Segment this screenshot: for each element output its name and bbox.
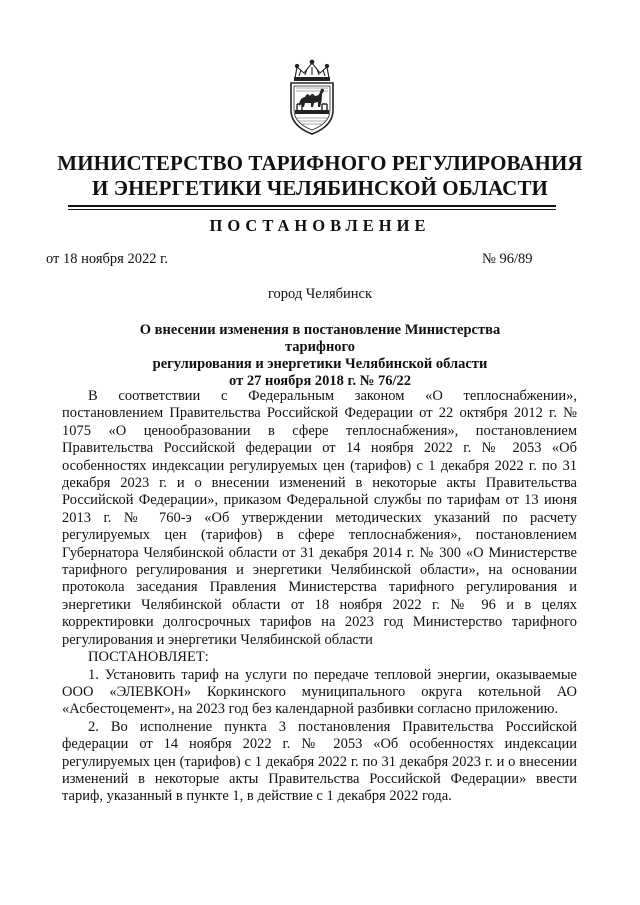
coat-of-arms-icon <box>281 58 343 136</box>
subject-line: О внесении изменения в постановление Министерства тарифного <box>139 322 501 355</box>
subject-line: от 27 ноября 2018 г. № 76/22 <box>229 373 411 389</box>
document-city: город Челябинск <box>267 286 373 302</box>
document-number: № 96/89 <box>482 251 533 267</box>
ministry-name-line-1: МИНИСТЕРСТВО ТАРИФНОГО РЕГУЛИРОВАНИЯ <box>57 151 583 175</box>
document-date: от 18 ноября 2022 г. <box>46 251 169 267</box>
document-body <box>62 388 577 806</box>
document-type-heading: ПОСТАНОВЛЕНИЕ <box>209 216 431 235</box>
header-divider-thick <box>68 205 556 207</box>
header-divider-thin <box>68 209 556 210</box>
preamble-paragraph: В соответствии с Федеральным законом «О теплоснабжении», постановлением Правительства Российской Федерации от 22 октября 2012 г. № 1075 «О ценообразовании в сфере теплоснабжения», постановлением Правительства Российской федерации от 14 ноября 2022 г. № 2053 «Об особенностях индексации регулируемых цен (тарифов) с 1 декабря 2022 г. по 31 декабря 2023 г. и о внесении изменений в некоторые акты Правительства Российской Федерации», приказом Федеральной службы по тарифам от 13 июня 2013 г. № 760-э «Об утверждении методических указаний по расчету регулируемых цен (тарифов) в сфере теплоснабжения», постановлением Губернатора Челябинской области от 31 декабря 2014 г. № 300 «О Министерстве тарифного регулирования и энергетики Челябинской области», на основании протокола заседания Правления Министерства тарифного регулирования и энергетики Челябинской области от 18 ноября 2022 г. № 96 и в целях корректировки долгосрочных тарифов на 2023 год Министерство тарифного регулирования и энергетики Челябинской области <box>62 388 577 648</box>
ministry-name-line-2: И ЭНЕРГЕТИКИ ЧЕЛЯБИНСКОЙ ОБЛАСТИ <box>92 176 548 200</box>
document-subject <box>110 322 530 390</box>
subject-line: регулирования и энергетики Челябинской области <box>152 356 488 372</box>
resolves-heading: ПОСТАНОВЛЯЕТ: <box>88 649 209 666</box>
resolution-item-1: 1. Установить тариф на услуги по передаче тепловой энергии, оказываемые ООО «ЭЛЕВКОН» Коркинского муниципального округа котельной АО «Асбестоцемент», на 2023 год без календарной разбивки согласно приложению. <box>62 666 577 718</box>
resolution-item-2: 2. Во исполнение пункта 3 постановления Правительства Российской федерации от 14 ноября 2022 г. № 2053 «Об особенностях индексации регулируемых цен (тарифов) с 1 декабря 2022 г. по 31 декабря 2023 г. и о внесении изменений в некоторые акты Правительства Российской Федерации» ввести тариф, указанный в пункте 1, в действие с 1 декабря 2022 года. <box>62 718 577 805</box>
